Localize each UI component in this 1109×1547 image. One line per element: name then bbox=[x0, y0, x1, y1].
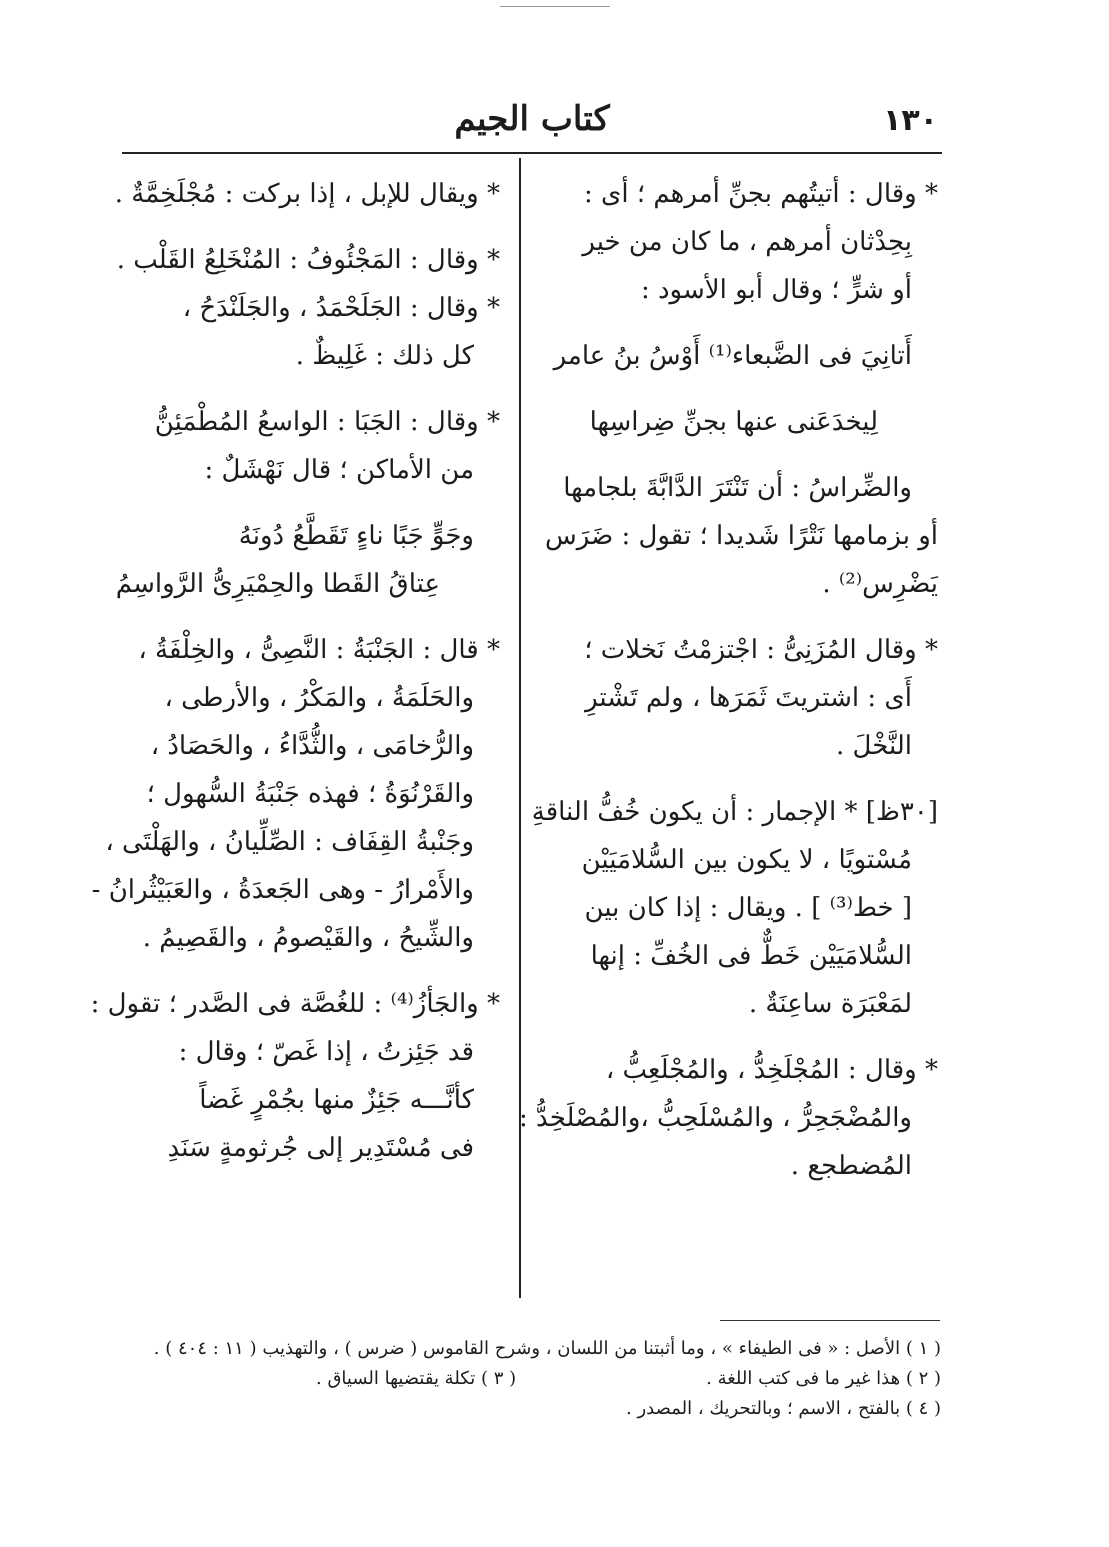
text-line: المُضطجع . bbox=[790, 1151, 912, 1181]
page-number: ١٣٠ bbox=[883, 103, 938, 138]
text-line: والضِّراسُ : أن تَنْتَرَ الدَّابَّةَ بلجامها bbox=[563, 473, 912, 503]
text-line: أو بزمامها نَتْرًا شَديدا ؛ تقول : ضَرَس bbox=[545, 521, 938, 551]
text-line: * وقال : أتيتُهم بجنِّ أمرهم ؛ أى : bbox=[583, 179, 938, 209]
text-line: فى مُسْتَدِير إلى جُرثومةٍ سَنَدِ bbox=[167, 1133, 474, 1163]
text-line: مُسْتويًا ، لا يكون بين السُّلامَيَيْن bbox=[581, 845, 912, 875]
text-line: وجَوٍّ جَبًا ناءٍ تَقَطَّعُ دُونَهُ bbox=[238, 521, 474, 551]
right-column bbox=[519, 170, 938, 1190]
text-line: وجَنْبةُ القِفَاف : الصِّلِّيانُ ، والهَلْتَى ، bbox=[105, 827, 474, 857]
text-line: أو شرٍّ ؛ وقال أبو الأسود : bbox=[640, 275, 912, 305]
text-line: * ويقال للإبل ، إذا بركت : مُجْلَخِمَّةٌ . bbox=[114, 179, 500, 209]
text-line: عِتاقُ القَطا والحِمْيَرِىُّ الرَّواسِمُ bbox=[115, 569, 440, 599]
text-line: والأَمْرارُ - وهى الجَعدَةُ ، والعَبَيْثُرانُ - bbox=[91, 875, 474, 905]
header-rule bbox=[122, 152, 942, 154]
text-line: كل ذلك : غَلِيظٌ . bbox=[295, 341, 474, 371]
text-line: * قال : الجَنْبَةُ : النَّصِىُّ ، والخِلْفَةُ ، bbox=[138, 635, 500, 665]
footnote-4: ( ٤ ) بالفتح ، الاسم ؛ وبالتحريك ، المصدر . bbox=[626, 1398, 941, 1419]
left-column bbox=[90, 170, 500, 1172]
text-line: كأنَّـــه جَئِزٌ منها بجُمْرٍ غَضاً bbox=[199, 1085, 474, 1115]
text-line: من الأماكن ؛ قال نَهْشَلٌ : bbox=[204, 455, 474, 485]
text-line: يَضْرِس⁽²⁾ . bbox=[822, 569, 938, 599]
page-header bbox=[122, 95, 942, 155]
footnote-2: ( ٢ ) هذا غير ما فى كتب اللغة . bbox=[706, 1368, 941, 1389]
text-line: والمُضْجَحِرُّ ، والمُسْلَحِبُّ ،والمُصْلَخِدُّ : bbox=[519, 1103, 912, 1133]
text-line: [ خط⁽³⁾ ] . ويقال : إذا كان بين bbox=[584, 893, 912, 923]
text-line: * وقال المُزَنِىُّ : اجْتزمْتُ نَخلات ؛ bbox=[584, 635, 938, 665]
text-line: والحَلَمَةُ ، والمَكْرُ ، والأرطى ، bbox=[164, 683, 474, 713]
text-line: والشِّيحُ ، والقَيْصومُ ، والقَصِيمُ . bbox=[142, 923, 474, 953]
text-line: لمَعْبَرَة ساعِنَةٌ . bbox=[748, 989, 912, 1019]
text-line: لِيخدَعَنى عنها بجنِّ ضِراسِها bbox=[589, 407, 878, 437]
text-line: النَّخْلَ . bbox=[836, 731, 912, 761]
text-line: قد جَئِزتُ ، إذا غَصّ ؛ وقال : bbox=[178, 1037, 474, 1067]
text-line: أَى : اشتريتَ ثَمَرَها ، ولم تَشْترِ bbox=[585, 683, 912, 713]
text-line: * وقال : المَجْئُوفُ : المُنْخَلِعُ القَلْب . bbox=[116, 245, 500, 275]
text-line: [٣٠ظ] * الإجمار : أن يكون خُفُّ الناقةِ bbox=[531, 797, 938, 827]
text-line: * وقال : المُجْلَخِدُّ ، والمُجْلَعِبُّ ، bbox=[605, 1055, 938, 1085]
text-line: بِحِدْثان أمرهم ، ما كان من خير bbox=[582, 227, 912, 257]
footnote-rule bbox=[720, 1320, 940, 1321]
text-line: والرُّخامَى ، والثُّدَّاءُ ، والحَصَادُ ، bbox=[150, 731, 474, 761]
footnote-3: ( ٣ ) تكلة يقتضيها السياق . bbox=[316, 1368, 517, 1389]
footnote-1: ( ١ ) الأصل : « فى الطيفاء » ، وما أثبتنا من اللسان ، وشرح القاموس ( ضرس ) ، والتهذيب ( ١١ : ٤٠٤ ) . bbox=[153, 1338, 941, 1359]
footnotes bbox=[153, 1334, 941, 1424]
running-title: كتاب الجيم bbox=[454, 99, 610, 139]
text-line: أَتانِيَ فى الضَّبعاء⁽¹⁾ أَوْسُ بنُ عامر bbox=[553, 341, 912, 371]
text-line: * والجَأزُ⁽⁴⁾ : للغُصَّة فى الصَّدر ؛ تقول : bbox=[90, 989, 500, 1019]
text-line: * وقال : الجَلَحْمَدُ ، والجَلَنْدَحُ ، bbox=[182, 293, 500, 323]
footnote-row-2-3 bbox=[161, 1364, 941, 1394]
text-line: السُّلامَيَيْن خَطٌّ فى الخُفِّ : إنها bbox=[590, 941, 912, 971]
text-line: والقَرْنُوَةُ ؛ فهذه جَنْبَةُ السُّهول ؛ bbox=[146, 779, 474, 809]
text-line: * وقال : الجَبَا : الواسعُ المُطْمَئِنُّ bbox=[154, 407, 500, 437]
top-edge-rule bbox=[500, 6, 610, 7]
